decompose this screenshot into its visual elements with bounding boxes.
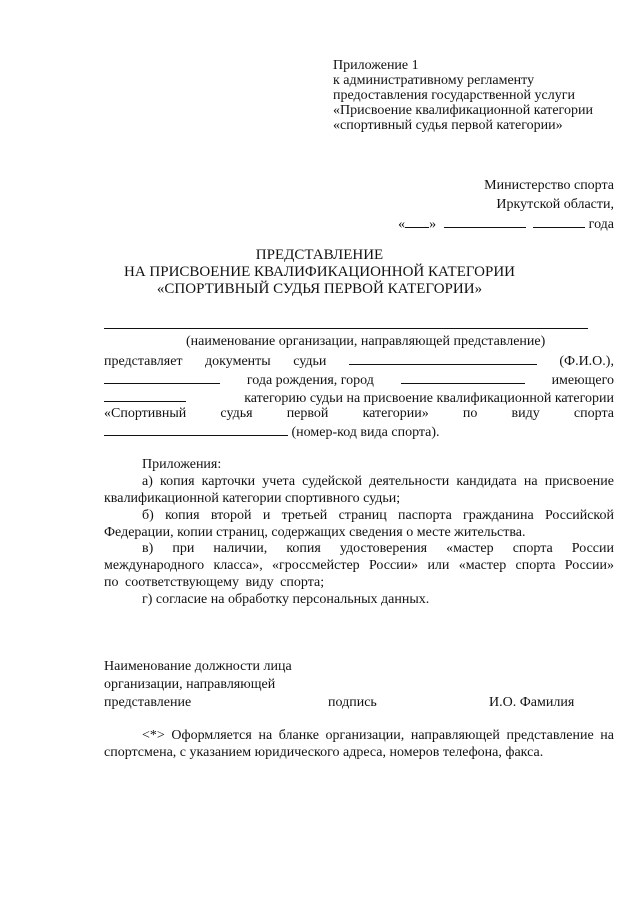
title-line: ПРЕДСТАВЛЕНИЕ — [255, 247, 384, 263]
attachment-item-b: б) копия второй и третьей страниц паспорта гражданина Российской Федерации, копии страниц, содержащих сведения о месте жительства. — [104, 508, 614, 540]
footnote: <*> Оформляется на бланке организации, направляющей представление на спортсмена, с указанием юридического адреса, номеров телефона, факса. — [104, 728, 614, 760]
document-title — [0, 247, 639, 298]
judge-fio-field[interactable] — [349, 351, 537, 365]
form-word: документы — [205, 354, 271, 369]
date-year-label: года — [588, 217, 614, 232]
attachment-line: предоставления государственной услуги — [333, 88, 575, 103]
form-word: по — [462, 406, 478, 421]
attachments-heading: Приложения: — [142, 457, 222, 472]
form-word: виду — [511, 406, 540, 421]
current-category-field[interactable] — [104, 388, 186, 402]
addressee-block — [398, 176, 614, 234]
attachment-item-v: в) при наличии, копия удостоверения «мастер спорта России международного класса», «гроссмейстер России» или «мастер спорта России» по соответствующему виду спорта; — [104, 541, 614, 590]
attachment-item-a: а) копия карточки учета судейской деятельности кандидата на присвоение квалификационной категории спортивного судьи; — [104, 474, 614, 506]
attachment-line: к административному регламенту — [333, 73, 535, 88]
city-field[interactable] — [401, 370, 525, 384]
position-title — [104, 658, 292, 712]
organization-caption: (наименование организации, направляющей представление) — [186, 334, 546, 349]
date-line — [398, 214, 614, 234]
form-word: представляет — [104, 354, 183, 369]
having-label: имеющего — [551, 373, 614, 388]
organization-name-field[interactable] — [104, 328, 588, 329]
birth-city-label: года рождения, город — [246, 373, 374, 388]
name-label: И.О. Фамилия — [489, 695, 575, 710]
form-word: первой — [286, 406, 329, 421]
year-blank[interactable] — [533, 214, 585, 228]
attachment-item-g: г) согласие на обработку персональных данных. — [142, 592, 430, 607]
form-word: категории» — [362, 406, 429, 421]
title-line: «СПОРТИВНЫЙ СУДЬЯ ПЕРВОЙ КАТЕГОРИИ» — [156, 281, 483, 297]
form-row-1 — [104, 351, 614, 370]
form-word: «Спортивный — [104, 406, 187, 421]
form-row-2 — [104, 370, 614, 389]
sport-code-field[interactable] — [104, 422, 288, 436]
attachment-line: Приложение 1 — [333, 58, 419, 73]
attachment-header — [333, 58, 593, 133]
month-blank[interactable] — [444, 214, 526, 228]
date-quote-open: « — [398, 217, 406, 232]
position-line: Наименование должности лица — [104, 659, 292, 674]
category-text: категорию судьи на присвоение квалификационной категории — [244, 391, 614, 406]
form-word: судья — [220, 406, 253, 421]
attachment-line: «спортивный судья первой категории» — [333, 118, 563, 133]
birth-year-field[interactable] — [104, 370, 220, 384]
form-word: спорта — [573, 406, 614, 421]
date-quote-close: » — [429, 217, 437, 232]
form-row-5 — [104, 422, 440, 441]
fio-label: (Ф.И.О.), — [559, 354, 614, 369]
title-line: НА ПРИСВОЕНИЕ КВАЛИФИКАЦИОННОЙ КАТЕГОРИИ — [124, 264, 515, 280]
addressee-region: Иркутской области, — [496, 197, 614, 212]
form-word: судьи — [293, 354, 327, 369]
addressee-ministry: Министерство спорта — [484, 178, 614, 193]
sport-code-label: (номер-код вида спорта). — [291, 425, 440, 440]
position-line: организации, направляющей — [104, 677, 276, 692]
day-blank[interactable] — [405, 214, 429, 228]
attachment-line: «Присвоение квалификационной категории — [333, 103, 593, 118]
form-row-4 — [104, 405, 614, 422]
position-line: представление — [104, 695, 192, 710]
signature-label: подпись — [328, 695, 377, 710]
